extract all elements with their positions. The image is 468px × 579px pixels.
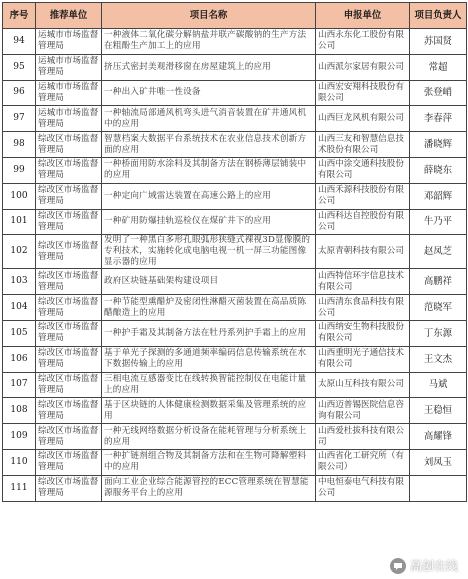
cell-project: 智慧档案大数据平台系统技术在农业信息技术创新方面的应用 (102, 132, 316, 158)
cell-applicant: 山西三友和智慧信息技术股份有限公司 (316, 132, 410, 158)
cell-unit: 综改区市场监督管理局 (36, 209, 102, 235)
cell-project: 政府区块链基础架构建设项目 (102, 269, 316, 295)
cell-leader: 马斌 (410, 372, 467, 398)
table-row (3, 157, 467, 183)
table-row (3, 449, 467, 475)
cell-project: 三相电流互感器变比在线转换智能控制仪在电能计量上的应用 (102, 372, 316, 398)
cell-no: 98 (3, 132, 36, 158)
cell-unit: 综改区市场监督管理局 (36, 295, 102, 321)
cell-project: 一种扩链剂组合物及其制备方法和在生物可降解塑料中的应用 (102, 449, 316, 475)
cell-unit: 综改区市场监督管理局 (36, 398, 102, 424)
cell-leader: 邓韶辉 (410, 183, 467, 209)
table-row (3, 346, 467, 372)
cell-no: 109 (3, 424, 36, 450)
cell-no: 102 (3, 235, 36, 269)
table-row (3, 235, 467, 269)
table-row (3, 132, 467, 158)
cell-no: 111 (3, 475, 36, 501)
cell-project: 基于区块链的人体健康检测数据采集及管理系统的应用 (102, 398, 316, 424)
cell-unit: 综改区市场监督管理局 (36, 424, 102, 450)
table-row (3, 372, 467, 398)
cell-unit: 综改区市场监督管理局 (36, 157, 102, 183)
cell-applicant: 山西中涂交通科技股份有限公司 (316, 157, 410, 183)
cell-project: 一种轴流局部通风机弯头进气消音装置在矿井通风机中的应用 (102, 106, 316, 132)
cell-no: 107 (3, 372, 36, 398)
cell-unit: 综改区市场监督管理局 (36, 346, 102, 372)
cell-leader: 丁东源 (410, 320, 467, 346)
header-applicant: 申报单位 (316, 3, 410, 29)
cell-project: 一种护手霜及其制备方法在牡丹系列护手霜上的应用 (102, 320, 316, 346)
cell-applicant: 太原山互科技有限公司 (316, 372, 410, 398)
table-row (3, 29, 467, 55)
cell-project: 挤压式密封美观滑移窗在房屋建筑上的应用 (102, 54, 316, 80)
cell-leader: 潘晓辉 (410, 132, 467, 158)
cell-no: 103 (3, 269, 36, 295)
cell-applicant: 山西迈普锡医院信息咨询有限公司 (316, 398, 410, 424)
cell-applicant: 山西纳安生物科技股份有限公司 (316, 320, 410, 346)
table-row (3, 209, 467, 235)
header-no: 序号 (3, 3, 36, 29)
cell-no: 108 (3, 398, 36, 424)
cell-no: 101 (3, 209, 36, 235)
header-leader: 项目负责人 (410, 3, 467, 29)
cell-project: 一种矿用防爆挂轨巡检仪在煤矿井下的应用 (102, 209, 316, 235)
cell-no: 97 (3, 106, 36, 132)
cell-leader: 赵凤芝 (410, 235, 467, 269)
table-row (3, 424, 467, 450)
cell-unit: 运城市市场监督管理局 (36, 54, 102, 80)
cell-applicant: 山西宏安翔科技股份有限公司 (316, 80, 410, 106)
cell-project: 一种节能型熏醋炉及密闭性淋醋灭菌装置在高品质陈醋酿造上的应用 (102, 295, 316, 321)
cell-leader: 高耀锋 (410, 424, 467, 450)
cell-project: 发明了一种黑白多形孔眼弧形狭缝式裸视3D显像膜的专利技术，实施转化成电脑电视一机一屏三功能图像显示器的应用 (102, 235, 316, 269)
table-row (3, 269, 467, 295)
cell-applicant: 太原青朝科技有限公司 (316, 235, 410, 269)
header-project: 项目名称 (102, 3, 316, 29)
cell-unit: 综改区市场监督管理局 (36, 132, 102, 158)
cell-unit: 综改区市场监督管理局 (36, 235, 102, 269)
cell-applicant: 山西特信环宇信息技术有限公司 (316, 269, 410, 295)
cell-no: 110 (3, 449, 36, 475)
cell-leader: 范晓军 (410, 295, 467, 321)
cell-unit: 运城市市场监督管理局 (36, 80, 102, 106)
cell-leader: 张登峭 (410, 80, 467, 106)
cell-project: 一种定向广域雷达装置在高速公路上的应用 (102, 183, 316, 209)
cell-unit: 综改区市场监督管理局 (36, 269, 102, 295)
cell-applicant: 山西清东食品科技有限公司 (316, 295, 410, 321)
table-row (3, 183, 467, 209)
cell-unit: 综改区市场监督管理局 (36, 372, 102, 398)
cell-applicant: 中电恒泰电气科技有限公司 (316, 475, 410, 501)
cell-unit: 综改区市场监督管理局 (36, 183, 102, 209)
cell-project: 一种液体二氧化碳分解钠盐并联产碳酸钠的生产方法在粗酚生产加工上的应用 (102, 29, 316, 55)
cell-leader: 刘凤玉 (410, 449, 467, 475)
table-row (3, 475, 467, 501)
cell-unit: 运城市市场监督管理局 (36, 106, 102, 132)
cell-leader: 高鹏祥 (410, 269, 467, 295)
table-header-row (3, 3, 467, 29)
cell-leader: 王稳恒 (410, 398, 467, 424)
cell-applicant: 山西巨龙风机有限公司 (316, 106, 410, 132)
cell-leader: 王文杰 (410, 346, 467, 372)
table-row (3, 320, 467, 346)
cell-leader: 苏国贤 (410, 29, 467, 55)
cell-applicant: 山西科达自控股份有限公司 (316, 209, 410, 235)
cell-project: 一种无线网络数据分析设备在能耗管理与分析系统上的应用 (102, 424, 316, 450)
cell-unit: 综改区市场监督管理局 (36, 475, 102, 501)
cell-no: 104 (3, 295, 36, 321)
cell-leader: 李春萍 (410, 106, 467, 132)
cell-applicant: 山西派尔家居有限公司 (316, 54, 410, 80)
cell-project: 一种桥面用防水涂料及其制备方法在钢桥薄层铺装中的应用 (102, 157, 316, 183)
cell-no: 96 (3, 80, 36, 106)
cell-applicant: 山西永东化工股份有限公司 (316, 29, 410, 55)
chat-bubble-icon (390, 558, 406, 574)
cell-leader: 薛晓东 (410, 157, 467, 183)
cell-no: 106 (3, 346, 36, 372)
cell-no: 94 (3, 29, 36, 55)
cell-applicant: 山西省化工研究所（有限公司） (316, 449, 410, 475)
cell-unit: 运城市市场监督管理局 (36, 29, 102, 55)
table-row (3, 54, 467, 80)
cell-applicant: 山西禾源科技股份有限公司 (316, 183, 410, 209)
table-row (3, 106, 467, 132)
cell-project: 基于单光子探测的多通道频率编码信息传输系统在水下数据传输上的应用 (102, 346, 316, 372)
header-unit: 推荐单位 (36, 3, 102, 29)
cell-leader: 牛乃平 (410, 209, 467, 235)
table-row (3, 80, 467, 106)
table-row (3, 398, 467, 424)
cell-no: 100 (3, 183, 36, 209)
cell-leader: 常超 (410, 54, 467, 80)
cell-applicant: 山西重明光子通信技术有限公司 (316, 346, 410, 372)
watermark-text: 高创在线 (409, 559, 458, 573)
cell-no: 105 (3, 320, 36, 346)
watermark (390, 557, 458, 574)
table-row (3, 295, 467, 321)
cell-no: 99 (3, 157, 36, 183)
cell-unit: 综改区市场监督管理局 (36, 320, 102, 346)
cell-leader (410, 475, 467, 501)
cell-project: 面向工业企业综合能源管控的ECC管理系统在智慧能源服务平台上的应用 (102, 475, 316, 501)
project-table (2, 2, 467, 502)
cell-project: 一种出入矿井唯一性设备 (102, 80, 316, 106)
cell-no: 95 (3, 54, 36, 80)
cell-applicant: 山西爱杜拔科技有限公司 (316, 424, 410, 450)
cell-unit: 综改区市场监督管理局 (36, 449, 102, 475)
